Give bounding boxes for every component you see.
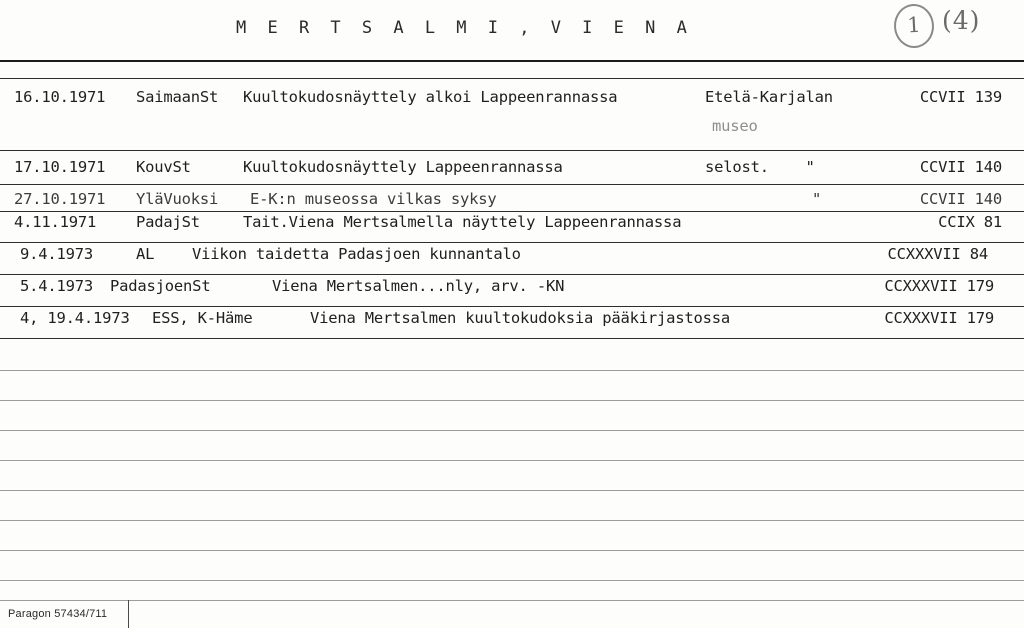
entry-date: 5.4.1973 — [20, 277, 94, 295]
row-rule — [0, 184, 1024, 185]
entry-note: selost. " — [705, 158, 815, 176]
table-row — [0, 158, 1024, 190]
entry-description: Viena Mertsalmen kuultokudoksia pääkirjastossa — [310, 309, 731, 327]
page-header — [0, 0, 1024, 62]
table-row — [0, 88, 1024, 120]
entry-date: 4.11.1971 — [14, 213, 97, 231]
table-row — [0, 245, 1024, 277]
row-rule — [0, 150, 1024, 151]
blank-row-rule — [0, 460, 1024, 461]
blank-row-rule — [0, 550, 1024, 551]
row-rule — [0, 338, 1024, 339]
header-rule-top — [0, 60, 1024, 62]
blank-row-rule — [0, 430, 1024, 431]
blank-row-rule — [0, 400, 1024, 401]
page-total-label: (4) — [942, 6, 981, 35]
entry-source: ESS, K-Häme — [152, 309, 253, 327]
entry-source: PadasjoenSt — [110, 277, 211, 295]
entry-description: Kuultokudosnäyttely alkoi Lappeenrannassa — [243, 88, 618, 106]
entry-reference: CCXXXVII 84 — [887, 245, 988, 263]
footer-imprint: Paragon 57434/711 — [8, 608, 108, 620]
entry-date: 9.4.1973 — [20, 245, 94, 263]
blank-row-rule — [0, 370, 1024, 371]
entry-source: AL — [136, 245, 155, 263]
entry-note: Etelä-Karjalan — [705, 88, 833, 106]
entry-continuation: museo — [712, 117, 758, 135]
blank-row-rule — [0, 520, 1024, 521]
entry-date: 17.10.1971 — [14, 158, 106, 176]
blank-row-rule — [0, 580, 1024, 581]
entry-reference: CCVII 140 — [919, 190, 1002, 208]
entry-description: Kuultokudosnäyttely Lappeenrannassa — [243, 158, 563, 176]
table-row — [0, 213, 1024, 245]
entry-note: " — [812, 190, 822, 208]
page-number-annotation — [890, 2, 1010, 52]
entry-description: Viena Mertsalmen...nly, arv. -KN — [272, 277, 565, 295]
blank-row-rule — [0, 490, 1024, 491]
entry-source: KouvSt — [136, 158, 191, 176]
entry-reference: CCVII 139 — [919, 88, 1002, 106]
entry-description: E-K:n museossa vilkas syksy — [250, 190, 497, 208]
entry-source: YläVuoksi — [136, 190, 219, 208]
table-row — [0, 277, 1024, 309]
header-rule-bottom — [0, 78, 1024, 79]
row-rule — [0, 211, 1024, 212]
entry-date: 16.10.1971 — [14, 88, 106, 106]
table-row — [0, 309, 1024, 341]
table-row-continuation — [0, 117, 1024, 149]
row-rule — [0, 274, 1024, 275]
row-rule — [0, 306, 1024, 307]
entry-source: PadajSt — [136, 213, 200, 231]
page-title: M E R T S A L M I , V I E N A — [236, 18, 693, 38]
entry-reference: CCXXXVII 179 — [884, 309, 994, 327]
entry-date: 4, 19.4.1973 — [20, 309, 130, 327]
entry-date: 27.10.1971 — [14, 190, 106, 208]
entry-reference: CCXXXVII 179 — [884, 277, 994, 295]
footer-rule — [0, 600, 1024, 601]
margin-divider — [128, 600, 129, 628]
entry-description: Tait.Viena Mertsalmella näyttely Lappeenrannassa — [243, 213, 682, 231]
row-rule — [0, 242, 1024, 243]
entry-reference: CCVII 140 — [919, 158, 1002, 176]
entry-source: SaimaanSt — [136, 88, 219, 106]
circled-page-number: 1 — [893, 3, 935, 49]
entry-description: Viikon taidetta Padasjoen kunnantalo — [192, 245, 521, 263]
entry-reference: CCIX 81 — [938, 213, 1002, 231]
